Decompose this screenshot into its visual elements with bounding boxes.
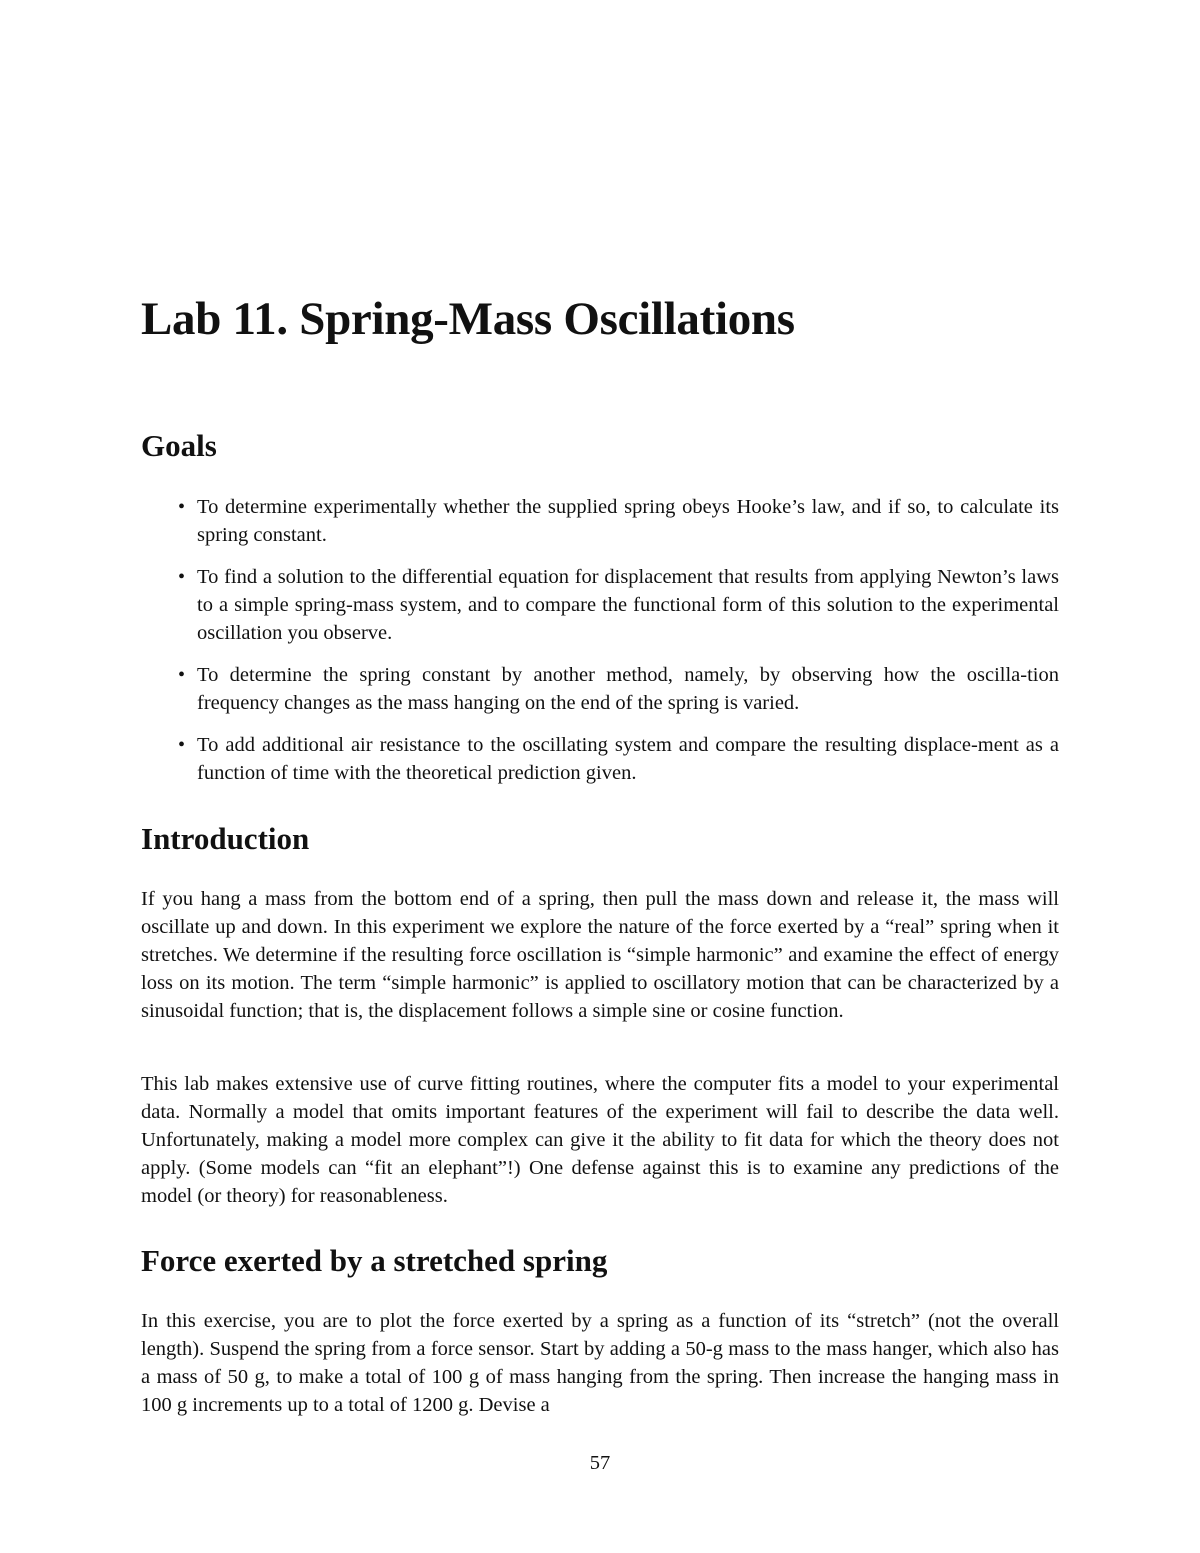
goal-item-text: To determine the spring constant by another method, namely, by observing how the oscilla-tion frequency changes as the mass hanging on the end of the spring is varied.	[197, 664, 1059, 714]
goal-item	[141, 731, 1059, 787]
goal-item	[141, 563, 1059, 647]
goals-heading: Goals	[141, 428, 217, 463]
bullet-icon: •	[178, 734, 186, 756]
goal-item-text: To add additional air resistance to the oscillating system and compare the resulting displace-ment as a function of time with the theoretical prediction given.	[197, 734, 1059, 784]
goal-item-text: To determine experimentally whether the supplied spring obeys Hooke’s law, and if so, to calculate its spring constant.	[197, 496, 1059, 546]
goal-item-text: To find a solution to the differential equation for displacement that results from applying Newton’s laws to a simple spring-mass system, and to compare the functional form of this solution to the experimental oscillation you observe.	[197, 566, 1059, 644]
bullet-icon: •	[178, 566, 186, 588]
goals-list	[141, 493, 1059, 801]
intro-paragraph-1: If you hang a mass from the bottom end of a spring, then pull the mass down and release it, the mass will oscillate up and down. In this experiment we explore the nature of the force exerted by a “real” spring when it stretches. We determine if the resulting force oscillation is “simple harmonic” and examine the effect of energy loss on its motion. The term “simple harmonic” is applied to oscillatory motion that can be characterized by a sinusoidal function; that is, the displacement follows a simple sine or cosine function.	[141, 888, 1059, 1022]
introduction-heading: Introduction	[141, 821, 310, 856]
goal-item	[141, 661, 1059, 717]
bullet-icon: •	[178, 496, 186, 518]
chapter-title: Lab 11. Spring-Mass Oscillations	[141, 293, 795, 345]
force-section-heading: Force exerted by a stretched spring	[141, 1243, 608, 1278]
force-section-paragraph: In this exercise, you are to plot the force exerted by a spring as a function of its “stretch” (not the overall length). Suspend the spring from a force sensor. Start by adding a 50-g mass to the mass hanger, which also has a mass of 50 g, to make a total of 100 g of mass hanging from the spring. Then increase the hanging mass in 100 g increments up to a total of 1200 g. Devise a	[141, 1310, 1059, 1416]
page-number: 57	[589, 1452, 611, 1474]
intro-paragraph-2: This lab makes extensive use of curve fitting routines, where the computer fits a model to your experimental data. Normally a model that omits important features of the experiment will fail to describe the data well. Unfortunately, making a model more complex can give it the ability to fit data for which the theory does not apply. (Some models can “fit an elephant”!) One defense against this is to examine any predictions of the model (or theory) for reasonableness.	[141, 1073, 1059, 1207]
bullet-icon: •	[178, 664, 186, 686]
goal-item	[141, 493, 1059, 549]
